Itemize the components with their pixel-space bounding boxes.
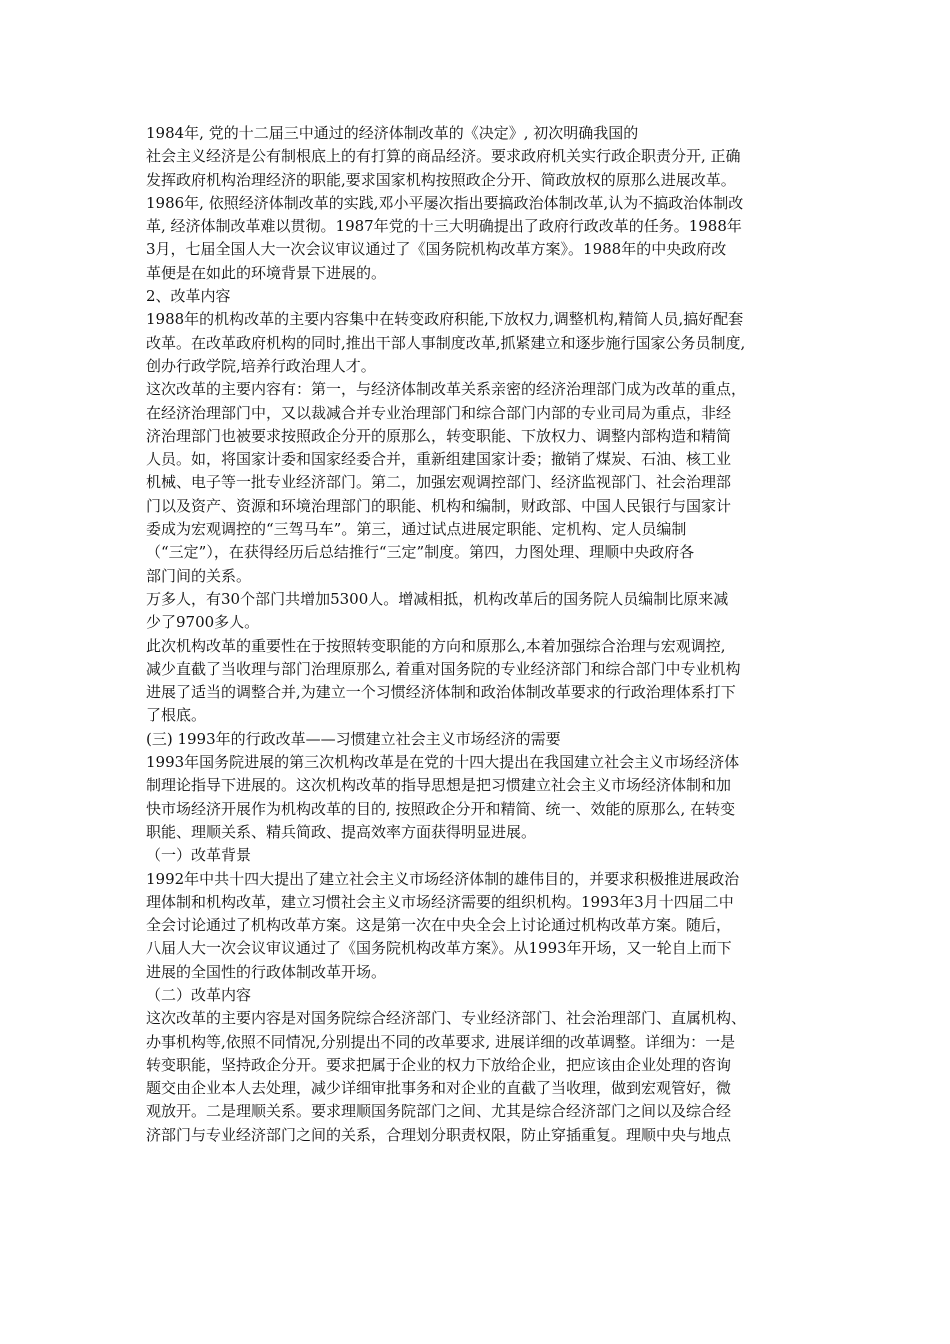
text-line: 1984年, 党的十二届三中通过的经济体制改革的《决定》, 初次明确我国的 <box>146 124 639 142</box>
text-line: 1993年国务院进展的第三次机构改革是在党的十四大提出在我国建立社会主义市场经济体 <box>146 753 740 772</box>
text-line: 1986年, 依照经济体制改革的实践,邓小平屡次指出要搞政治体制改革,认为不搞政治体制改 <box>146 193 744 212</box>
text-line: 此次机构改革的重要性在于按照转变职能的方向和原那么,本着加强综合治理与宏观调控, <box>146 636 726 655</box>
text-line: 这次改革的主要内容是对国务院综合经济部门、专业经济部门、社会治理部门、直属机构、 <box>146 1009 747 1028</box>
document-body <box>146 122 808 1147</box>
text-line: 1992年中共十四大提出了建立社会主义市场经济体制的雄伟目的，并要求积极推进展政治 <box>146 869 740 888</box>
text-line: 观放开。二是理顺关系。要求理顺国务院部门之间、尤其是综合经济部门之间以及综合经 <box>146 1102 732 1121</box>
text-line: 少了9700多人。 <box>146 613 260 632</box>
section-heading: （二）改革内容 <box>146 985 252 1004</box>
text-line: 进展的全国性的行政体制改革开场。 <box>146 962 387 981</box>
text-line: 济治理部门也被要求按照政企分开的原那么，转变职能、下放权力、调整内部构造和精简 <box>146 426 732 445</box>
text-line: 创办行政学院,培养行政治理人才。 <box>146 356 376 375</box>
text-line: 题交由企业本人去处理，减少详细审批事务和对企业的直截了当收理，做到宏观管好，微 <box>146 1079 732 1098</box>
text-line: 部门间的关系。 <box>146 566 252 585</box>
text-line: 减少直截了当收理与部门治理原那么, 着重对国务院的专业经济部门和综合部门中专业机构 <box>146 659 741 678</box>
section-heading: (三) 1993年的行政改革——习惯建立社会主义市场经济的需要 <box>146 729 561 748</box>
text-line: 转变职能，坚持政企分开。要求把属于企业的权力下放给企业，把应该由企业处理的咨询 <box>146 1055 732 1074</box>
text-line: 3月，七届全国人大一次会议审议通过了《国务院机构改革方案》。1988年的中央政府改 <box>146 240 727 259</box>
text-line: 发挥政府机构治理经济的职能,要求国家机构按照政企分开、简政放权的原那么进展改革。 <box>146 170 736 189</box>
text-line: 办事机构等,依照不同情况,分别提出不同的改革要求, 进展详细的改革调整。详细为：一是 <box>146 1032 736 1051</box>
text-line: 门以及资产、资源和环境治理部门的职能、机构和编制，财政部、中国人民银行与国家计 <box>146 496 732 515</box>
text-line: 社会主义经济是公有制根底上的有打算的商品经济。要求政府机关实行政企职责分开, 正确 <box>146 147 741 166</box>
text-line: 职能、理顺关系、精兵简政、提高效率方面获得明显进展。 <box>146 822 537 841</box>
text-line: 革便是在如此的环境背景下进展的。 <box>146 263 387 282</box>
text-line: 委成为宏观调控的“三驾马车”。第三，通过试点进展定职能、定机构、定人员编制 <box>146 520 687 539</box>
text-line: 理体制和机构改革，建立习惯社会主义市场经济需要的组织机构。1993年3月十四届二中 <box>146 892 734 911</box>
text-line: 在经济治理部门中，又以裁减合并专业治理部门和综合部门内部的专业司局为重点，非经 <box>146 403 732 422</box>
text-line: 机械、电子等一批专业经济部门。第二，加强宏观调控部门、经济监视部门、社会治理部 <box>146 473 732 492</box>
section-heading: 2、改革内容 <box>146 287 231 306</box>
text-line: （“三定”），在获得经历后总结推行“三定”制度。第四，力图处理、理顺中央政府各 <box>146 543 695 562</box>
text-line: 八届人大一次会议审议通过了《国务院机构改革方案》。从1993年开场，又一轮自上而下 <box>146 939 732 958</box>
text-line: 改革。在改革政府机构的同时,推出干部人事制度改革,抓紧建立和逐步施行国家公务员制度, <box>146 333 746 352</box>
text-line: 了根底。 <box>146 706 207 725</box>
text-line: 人员。如，将国家计委和国家经委合并，重新组建国家计委；撤销了煤炭、石油、核工业 <box>146 450 732 469</box>
text-line: 革, 经济体制改革难以贯彻。1987年党的十三大明确提出了政府行政改革的任务。1988年 <box>146 217 742 236</box>
text-line: 万多人，有30个部门共增加5300人。增减相抵，机构改革后的国务院人员编制比原来减 <box>146 589 729 608</box>
text-line: 1988年的机构改革的主要内容集中在转变政府积能,下放权力,调整机构,精简人员,搞好配套 <box>146 310 744 329</box>
text-line: 制理论指导下进展的。这次机构改革的指导思想是把习惯建立社会主义市场经济体制和加 <box>146 776 732 795</box>
section-heading: （一）改革背景 <box>146 846 252 865</box>
text-line: 这次改革的主要内容有：第一，与经济体制改革关系亲密的经济治理部门成为改革的重点， <box>146 380 747 399</box>
text-line: 济部门与专业经济部门之间的关系，合理划分职责权限，防止穿插重复。理顺中央与地点 <box>146 1125 732 1144</box>
text-line: 全会讨论通过了机构改革方案。这是第一次在中央全会上讨论通过机构改革方案。随后， <box>146 916 732 935</box>
text-line: 进展了适当的调整合并,为建立一个习惯经济体制和政治体制改革要求的行政治理体系打下 <box>146 683 736 702</box>
text-line: 快市场经济开展作为机构改革的目的, 按照政企分开和精简、统一、效能的原那么, 在转变 <box>146 799 736 818</box>
